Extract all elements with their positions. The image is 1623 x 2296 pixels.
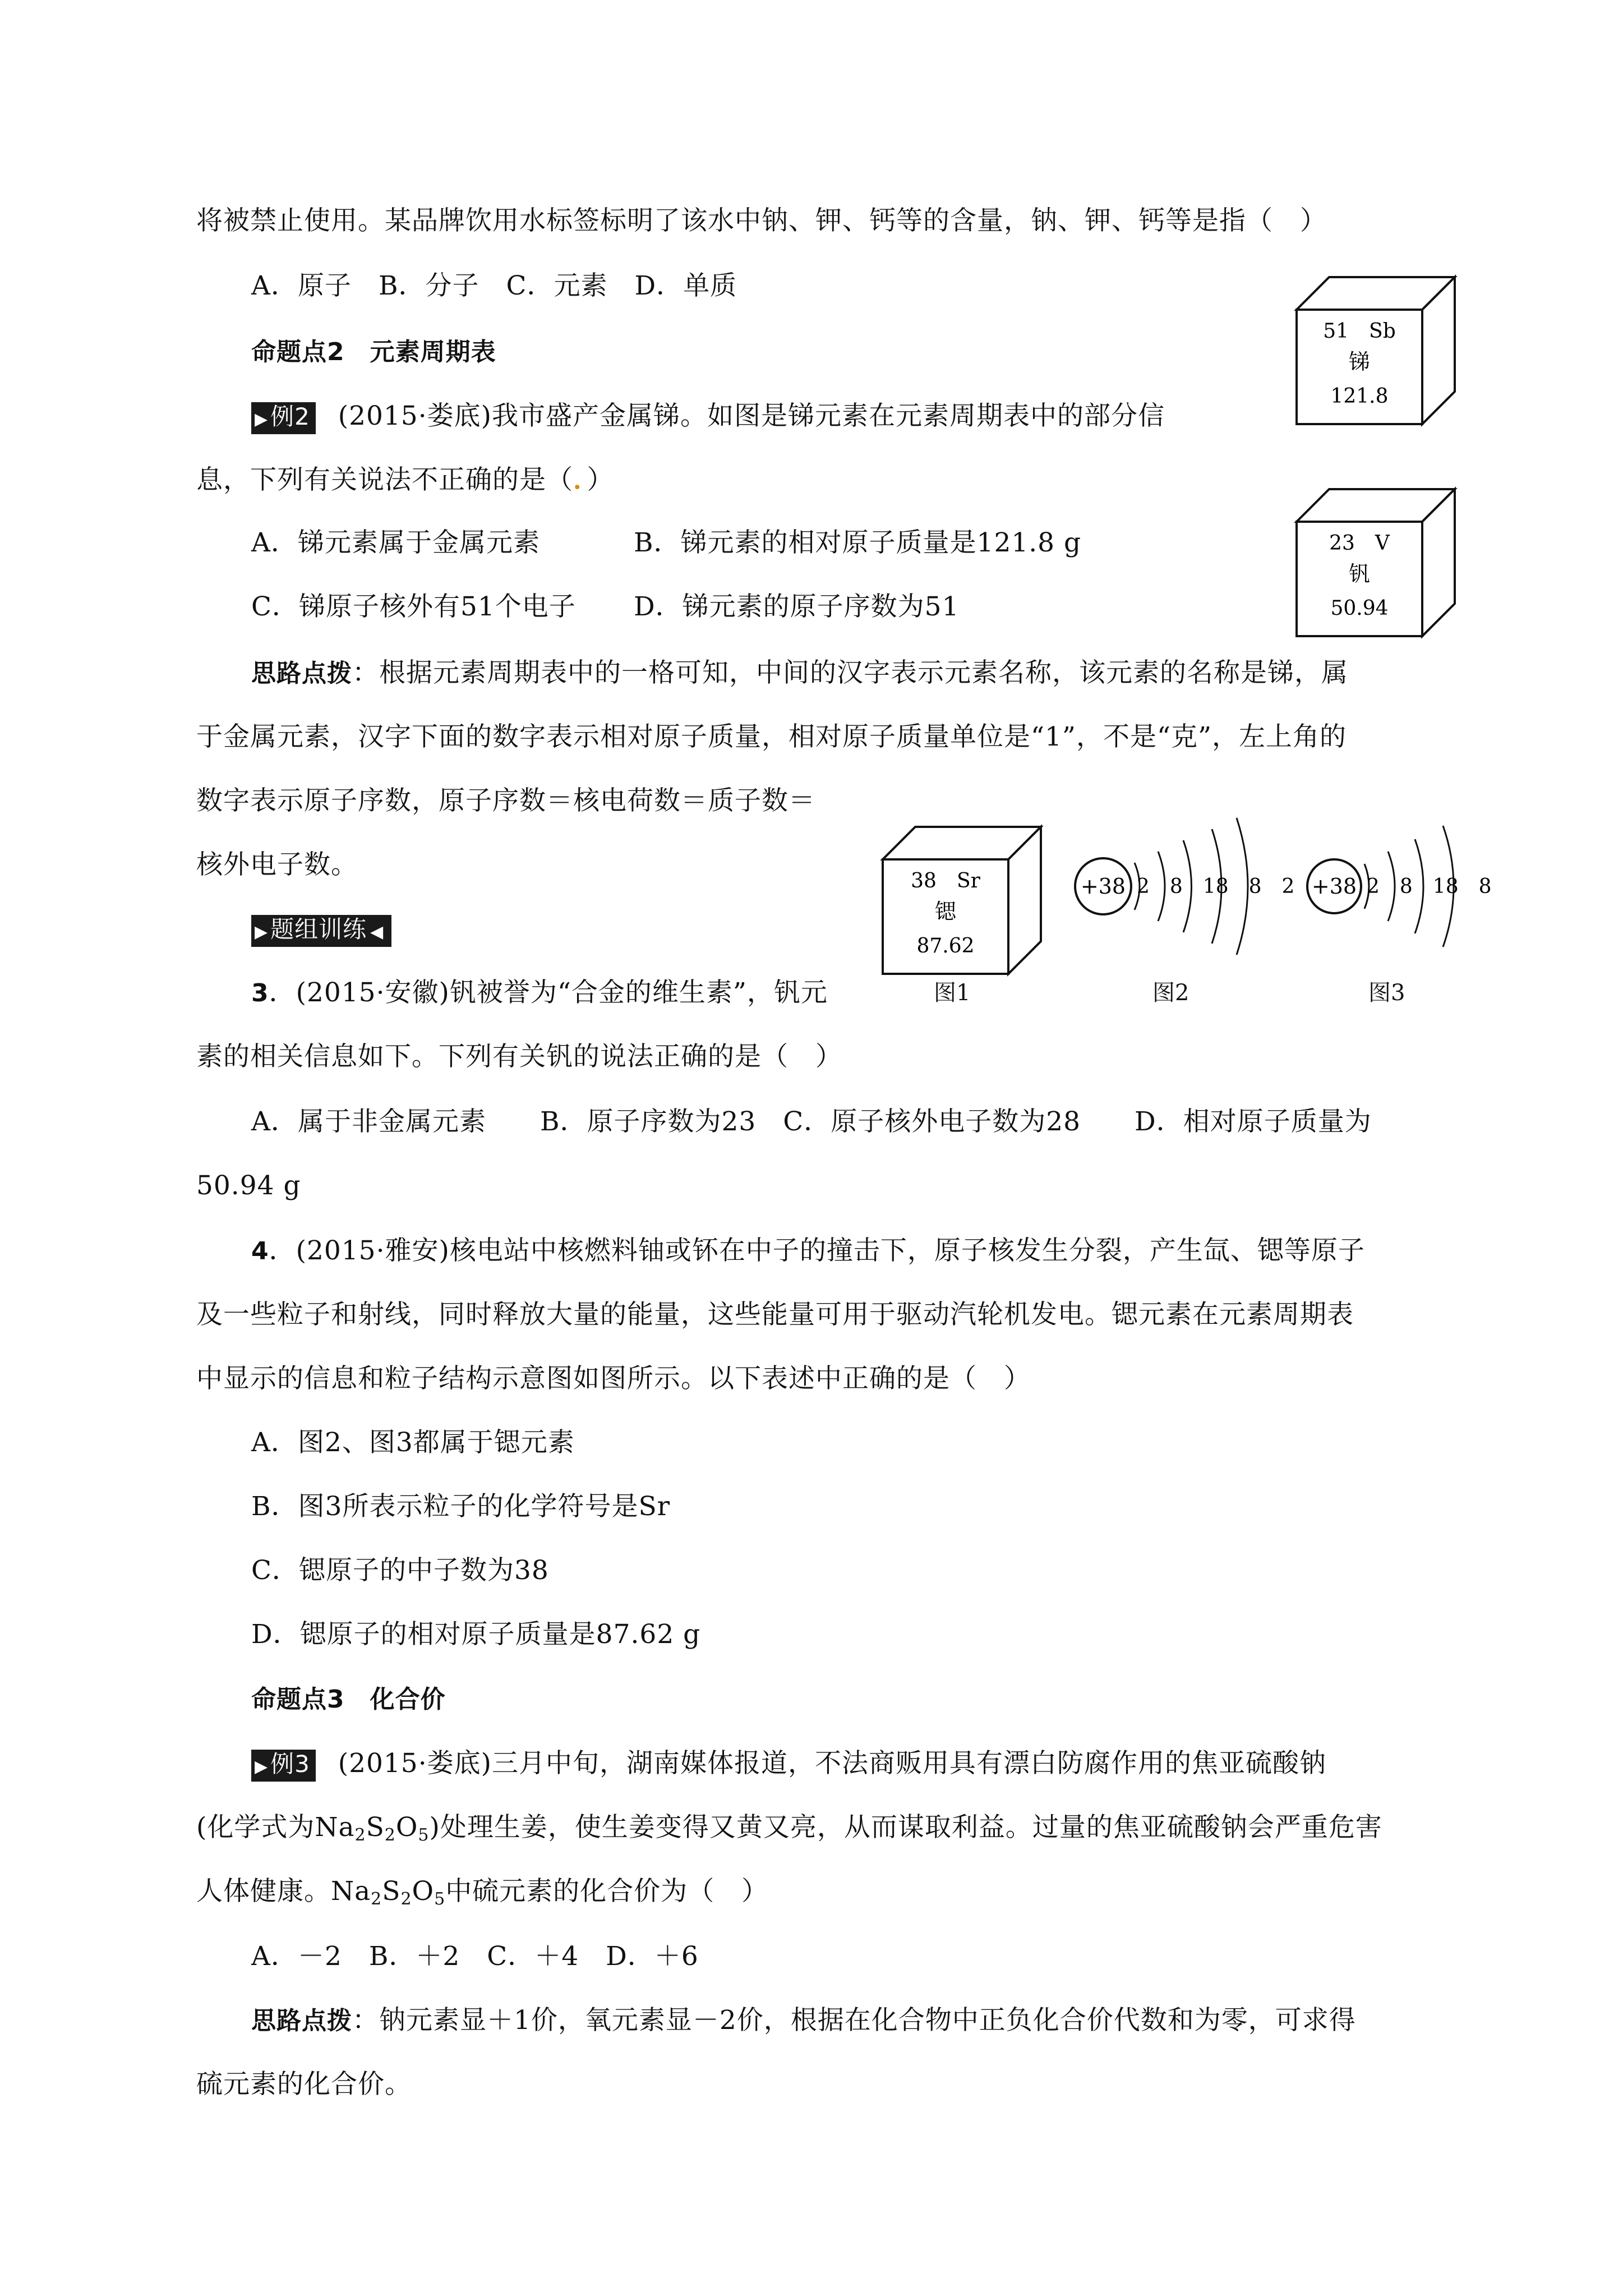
section-heading: 命题点3 化合价 <box>251 1685 446 1714</box>
element-name: 钒 <box>1348 562 1371 586</box>
figure-caption: 图1 <box>934 980 971 1006</box>
text-line: 50.94 g <box>196 1170 301 1201</box>
example-text: (2015·娄底)我市盛产金属锑。如图是锑元素在元素周期表中的部分信 <box>338 401 1165 431</box>
option-b: B．锑元素的相对原子质量是121.8 g <box>634 527 1082 558</box>
option-a: A．图2、图3都属于锶元素 <box>251 1427 575 1458</box>
text-line: 息，下列有关说法不正确的是（．） <box>196 464 614 495</box>
text-line: 数字表示原子序数，原子序数＝核电荷数＝质子数＝ <box>196 785 815 816</box>
example-text: (2015·娄底)三月中旬，湖南媒体报道，不法商贩用具有漂白防腐作用的焦亚硫酸钠 <box>338 1748 1326 1779</box>
text-line: 硫元素的化合价。 <box>196 2069 412 2100</box>
text-line: 素的相关信息如下。下列有关钒的说法正确的是（ ） <box>196 1041 842 1072</box>
option-c: C．锑原子核外有51个电子 <box>251 591 576 622</box>
element-box-sb <box>1294 275 1457 426</box>
text-line: (化学式为$Na_2S_2O_5$)处理生姜，使生姜变得又黄又亮，从而谋取利益。过量的焦亚硫酸钠会严重危害 <box>196 1812 1382 1845</box>
question-4: 4．(2015·雅安)核电站中核燃料铀或钚在中子的撞击下，原子核发生分裂，产生氙、锶等原子 <box>251 1235 1365 1266</box>
q-options: A．原子 B．分子 C．元素 D．单质 <box>251 270 737 301</box>
hint-paragraph: 思路点拨：根据元素周期表中的一格可知，中间的汉字表示元素名称，该元素的名称是锑，属 <box>251 657 1348 688</box>
figure-caption: 图3 <box>1368 980 1405 1006</box>
option-b: B．图3所表示粒子的化学符号是Sr <box>251 1491 671 1522</box>
element-name: 锶 <box>934 899 957 924</box>
section-heading: 命题点2 元素周期表 <box>251 338 496 366</box>
atomic-mass: 121.8 <box>1330 385 1389 408</box>
atom-structure-diagram <box>1068 797 1295 965</box>
option-d: D．锑元素的原子序数为51 <box>634 591 960 622</box>
example-2 <box>251 399 1165 434</box>
triangle-icon: ▶ <box>255 922 269 942</box>
group-tag: ▶题组训练 ◀ <box>251 915 391 947</box>
ex3-options: A．－2 B．＋2 C．＋4 D．＋6 <box>251 1941 699 1972</box>
atomic-mass: 87.62 <box>916 935 975 958</box>
element-box-sr <box>880 825 1043 976</box>
text-line: 将被禁止使用。某品牌饮用水标签标明了该水中钠、钾、钙等的含量，钠、钾、钙等是指（ ） <box>196 205 1327 236</box>
ion-structure-diagram <box>1304 808 1492 965</box>
atomic-number-symbol: 51 Sb <box>1323 320 1396 343</box>
example-tag: ▶例2 <box>251 402 316 434</box>
nucleus-charge: +38 <box>1080 874 1126 899</box>
electron-shells: 2 8 18 8 2 <box>1137 875 1295 898</box>
q3-options: A．属于非金属元素 B．原子序数为23 C．原子核外电子数为28 D．相对原子质量为 <box>251 1106 1372 1137</box>
text-line: 及一些粒子和射线，同时释放大量的能量，这些能量可用于驱动汽轮机发电。锶元素在元素周期表 <box>196 1299 1354 1330</box>
atomic-number-symbol: 38 Sr <box>911 869 980 892</box>
option-c: C．锶原子的中子数为38 <box>251 1555 549 1586</box>
triangle-left-icon: ◀ <box>370 922 384 942</box>
figure-caption: 图2 <box>1152 980 1189 1006</box>
example-3 <box>251 1747 1326 1782</box>
text-line: 核外电子数。 <box>196 849 358 880</box>
text-line: 中显示的信息和粒子结构示意图如图所示。以下表述中正确的是（ ） <box>196 1363 1031 1394</box>
nucleus-charge: +38 <box>1311 874 1357 899</box>
text-line: 于金属元素，汉字下面的数字表示相对原子质量，相对原子质量单位是“1”，不是“克”，左上角的 <box>196 721 1347 752</box>
triangle-icon: ▶ <box>255 1756 269 1777</box>
electron-shells: 2 8 18 8 <box>1367 875 1492 898</box>
element-name: 锑 <box>1348 349 1371 374</box>
atomic-mass: 50.94 <box>1330 597 1389 620</box>
atomic-number-symbol: 23 V <box>1329 532 1390 555</box>
text-line: 人体健康。$Na_2S_2O_5$中硫元素的化合价为（ ） <box>196 1876 769 1909</box>
triangle-icon: ▶ <box>255 409 269 429</box>
group-training-banner <box>251 912 391 947</box>
option-d: D．锶原子的相对原子质量是87.62 g <box>251 1619 701 1650</box>
hint-paragraph: 思路点拨：钠元素显＋1价，氧元素显－2价，根据在化合物中正负化合价代数和为零，可求得 <box>251 2005 1356 2036</box>
option-a: A．锑元素属于金属元素 <box>251 527 540 558</box>
example-tag: ▶例3 <box>251 1750 316 1782</box>
question-3: 3．(2015·安徽)钒被誉为“合金的维生素”，钒元 <box>251 977 828 1008</box>
element-box-v <box>1294 487 1457 638</box>
